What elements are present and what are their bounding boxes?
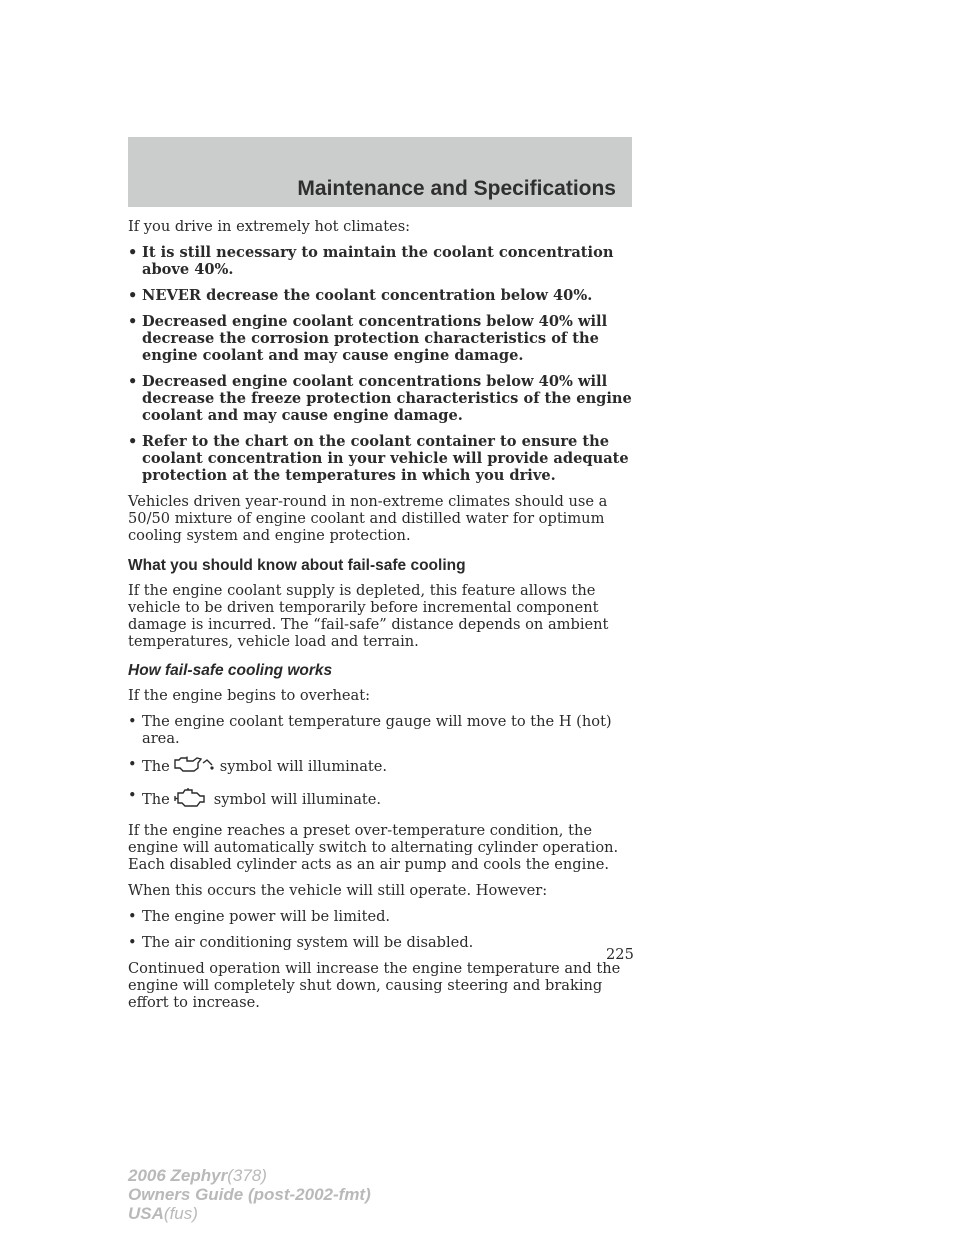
occurs-bullet-list — [128, 908, 638, 951]
footer-guide: Owners Guide (post-2002-fmt) — [128, 1185, 371, 1204]
coolant-temperature-icon — [174, 756, 214, 778]
symbol-suffix: symbol will illuminate. — [219, 758, 388, 775]
list-item — [128, 787, 638, 813]
symbol-suffix: symbol will illuminate. — [213, 791, 382, 808]
footer-market: USA — [128, 1204, 164, 1223]
list-item — [128, 756, 638, 778]
list-item: • It is still necessary to maintain the coolant concentration above 40%. — [128, 244, 638, 278]
hot-climate-bullet-list — [128, 244, 638, 484]
footer-line-1 — [128, 1166, 371, 1185]
occurs-paragraph: When this occurs the vehicle will still operate. However: — [128, 882, 548, 899]
section-header-band — [128, 137, 632, 207]
section-title: Maintenance and Specifications — [297, 177, 616, 200]
footer-line-2 — [128, 1185, 371, 1204]
list-item: • Decreased engine coolant concentrations below 40% will decrease the corrosion protection characteristics of the engine coolant and may cause engine damage. — [128, 313, 638, 364]
overheat-intro: If the engine begins to overheat: — [128, 687, 371, 704]
page-content — [128, 218, 638, 1020]
list-item: • The engine power will be limited. — [128, 908, 638, 925]
document-footer — [128, 1166, 371, 1223]
footer-line-3 — [128, 1204, 371, 1223]
list-item: • NEVER decrease the coolant concentration below 40%. — [128, 287, 638, 304]
check-engine-icon — [174, 787, 208, 813]
footer-market-code: (fus) — [163, 1204, 198, 1223]
year-round-paragraph: Vehicles driven year-round in non-extreme climates should use a 50/50 mixture of engine coolant and distilled water for optimum cooling system and engine protection. — [128, 493, 608, 544]
symbol-prefix: The — [142, 791, 170, 808]
footer-model: 2006 Zephyr — [128, 1166, 228, 1185]
footer-model-code: (378) — [227, 1166, 267, 1185]
how-failsafe-heading: How fail-safe cooling works — [128, 662, 333, 679]
list-item: • Decreased engine coolant concentrations below 40% will decrease the freeze protection characteristics of the engine coolant and may cause engine damage. — [128, 373, 638, 424]
overheat-bullet-list — [128, 713, 638, 813]
failsafe-heading: What you should know about fail-safe cooling — [128, 557, 466, 574]
symbol-prefix: The — [142, 758, 170, 775]
page-number: 225 — [606, 946, 634, 963]
failsafe-paragraph: If the engine coolant supply is depleted, this feature allows the vehicle to be driven temporarily before incremental component damage is incurred. The “fail-safe” distance depends on ambient temperatures, vehicle load and terrain. — [128, 582, 609, 650]
list-item: • The air conditioning system will be disabled. — [128, 934, 638, 951]
intro-hot-climates: If you drive in extremely hot climates: — [128, 218, 411, 235]
preset-paragraph: If the engine reaches a preset over-temperature condition, the engine will automatically switch to alternating cylinder operation. Each disabled cylinder acts as an air pump and cools the engine. — [128, 822, 619, 873]
list-item: • The engine coolant temperature gauge will move to the H (hot) area. — [128, 713, 638, 747]
continued-paragraph: Continued operation will increase the engine temperature and the engine will completely shut down, causing steering and braking effort to increase. — [128, 960, 621, 1011]
list-item: • Refer to the chart on the coolant container to ensure the coolant concentration in your vehicle will provide adequate protection at the temperatures in which you drive. — [128, 433, 638, 484]
